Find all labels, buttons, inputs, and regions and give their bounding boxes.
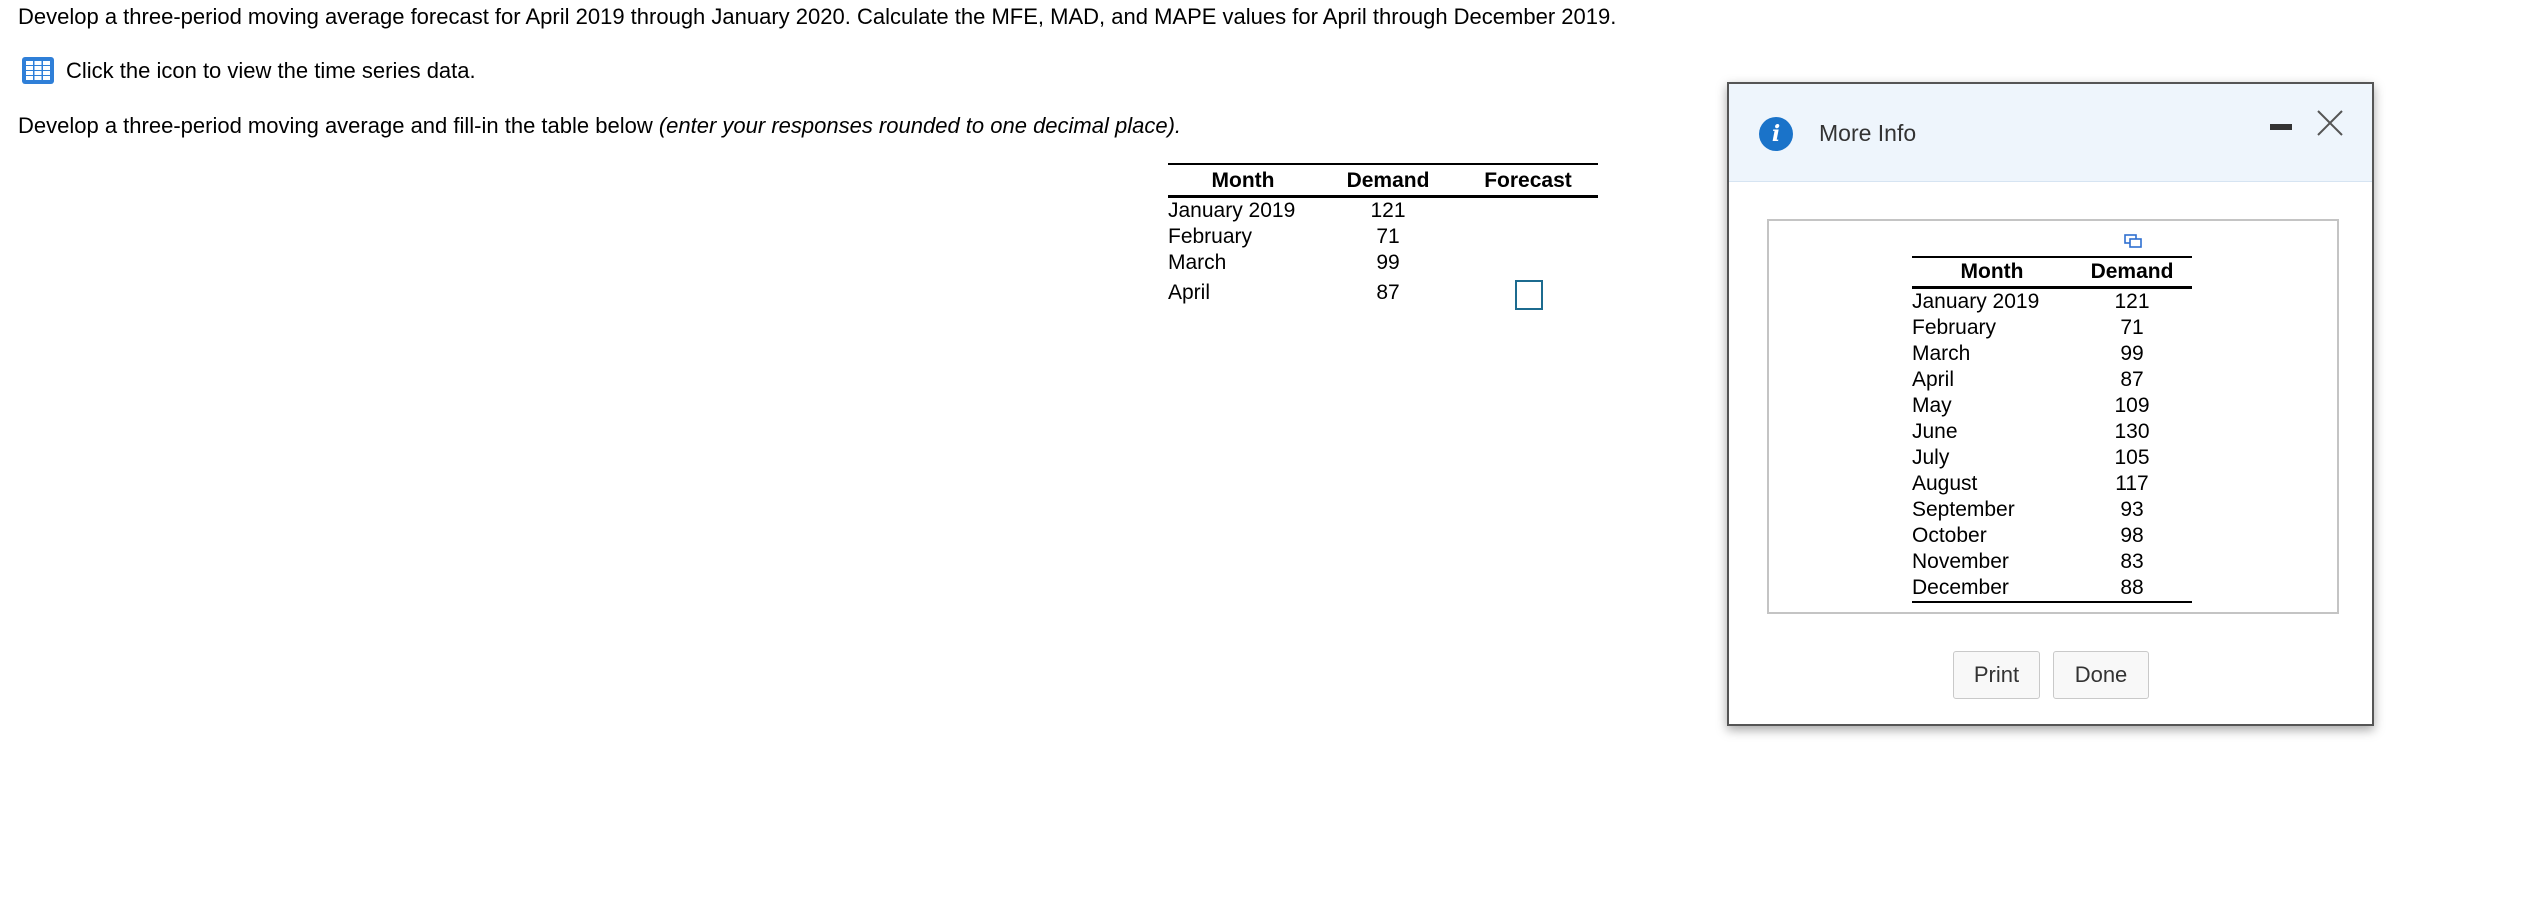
col-forecast: Forecast	[1458, 164, 1598, 197]
instruction-main: Develop a three-period moving average and fill-in the table below	[18, 113, 659, 138]
question-text: Develop a three-period moving average forecast for April 2019 through January 2020. Calculate the MFE, MAD, and MAPE values for April through December 2019.	[18, 4, 1617, 29]
demand-cell: 117	[2115, 472, 2149, 495]
table-row	[1912, 445, 2192, 471]
forecast-table	[1168, 163, 1598, 310]
close-icon[interactable]	[2315, 108, 2345, 138]
month-cell: November	[1912, 550, 2009, 573]
instruction-italic: (enter your responses rounded to one decimal place).	[658, 113, 1182, 138]
table-row	[1912, 288, 2192, 316]
demand-cell: 121	[2114, 290, 2150, 313]
dialog-title: More Info	[1819, 120, 1917, 146]
demand-cell: 71	[1376, 225, 1400, 248]
month-cell: December	[1912, 575, 2072, 602]
done-button[interactable]: Done	[2053, 651, 2149, 699]
time-series-table	[1912, 256, 2192, 603]
month-cell: January 2019	[1168, 199, 1296, 222]
demand-cell: 105	[2114, 446, 2150, 469]
demand-cell: 83	[2120, 550, 2144, 573]
table-row	[1912, 341, 2192, 367]
demand-cell: 121	[1370, 199, 1406, 222]
april-forecast-input[interactable]	[1515, 280, 1543, 310]
month-cell: March	[1168, 251, 1227, 274]
demand-cell: 87	[2120, 368, 2144, 391]
time-series-link[interactable]	[22, 57, 476, 84]
forecast-cell	[1458, 224, 1598, 250]
table-row	[1912, 497, 2192, 523]
table-row	[1912, 575, 2192, 602]
col-month: Month	[1168, 164, 1318, 197]
month-cell: October	[1912, 524, 1987, 547]
table-grid-icon[interactable]	[22, 57, 54, 84]
month-cell: August	[1912, 472, 1978, 495]
demand-cell: 130	[2114, 420, 2150, 443]
table-row	[1912, 393, 2192, 419]
forecast-cell	[1458, 197, 1598, 225]
more-info-dialog	[1727, 82, 2374, 726]
month-cell: April	[1912, 368, 1955, 391]
time-series-link-label[interactable]: Click the icon to view the time series data.	[66, 57, 476, 83]
demand-cell: 99	[2120, 342, 2144, 365]
month-cell: April	[1168, 281, 1211, 304]
month-cell: July	[1912, 446, 1950, 469]
instruction-text	[18, 113, 1181, 139]
dialog-header	[1729, 84, 2372, 182]
demand-cell: 93	[2120, 498, 2144, 521]
demand-cell: 99	[1376, 251, 1400, 274]
month-cell: May	[1912, 394, 1952, 417]
col-demand: Demand	[2072, 257, 2192, 288]
forecast-cell	[1458, 276, 1598, 310]
month-cell: June	[1912, 420, 1958, 443]
month-cell: February	[1168, 225, 1253, 248]
month-cell: February	[1912, 316, 1997, 339]
print-button[interactable]: Print	[1953, 651, 2040, 699]
table-row	[1168, 197, 1598, 225]
month-cell: January 2019	[1912, 290, 2040, 313]
table-row	[1168, 276, 1598, 310]
demand-cell: 98	[2120, 524, 2144, 547]
data-frame	[1767, 219, 2339, 614]
table-row	[1168, 224, 1598, 250]
table-row	[1912, 471, 2192, 497]
minimize-icon[interactable]	[2270, 124, 2292, 130]
table-row	[1912, 367, 2192, 393]
copy-icon[interactable]	[2124, 234, 2142, 248]
forecast-cell	[1458, 250, 1598, 276]
demand-cell: 109	[2114, 394, 2150, 417]
demand-cell: 88	[2072, 575, 2192, 602]
demand-cell: 87	[1376, 281, 1400, 304]
table-row	[1912, 315, 2192, 341]
demand-cell: 71	[2120, 316, 2144, 339]
table-row	[1168, 250, 1598, 276]
month-cell: September	[1912, 498, 2015, 521]
col-month: Month	[1912, 257, 2072, 288]
table-row	[1912, 523, 2192, 549]
month-cell: March	[1912, 342, 1971, 365]
table-row	[1912, 419, 2192, 445]
table-row	[1912, 549, 2192, 575]
info-icon: i	[1759, 117, 1793, 151]
col-demand: Demand	[1318, 164, 1458, 197]
